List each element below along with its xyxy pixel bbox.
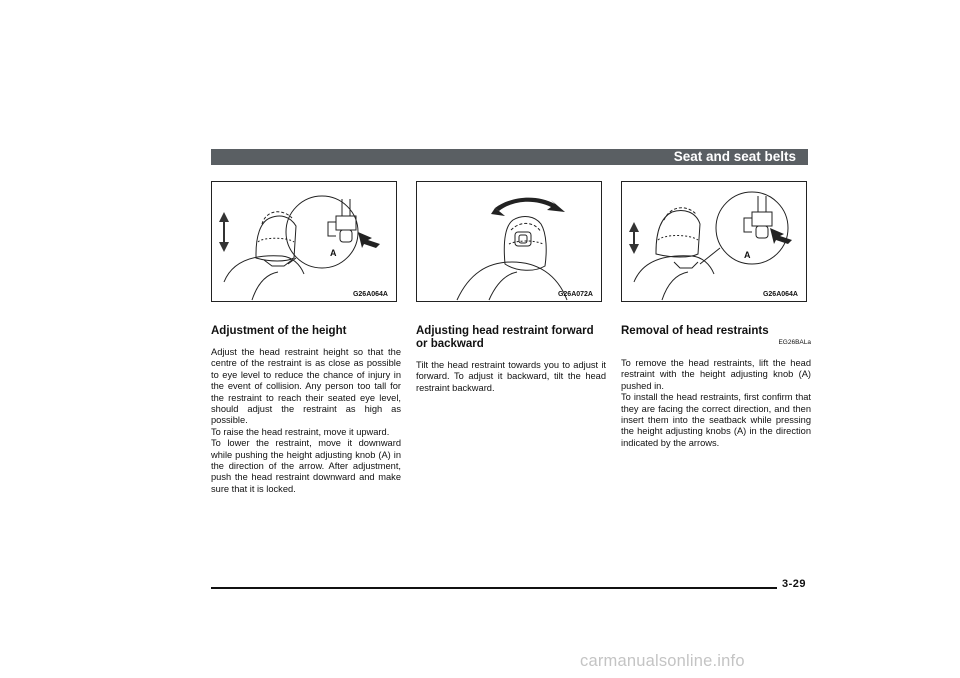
head-restraint-height-illustration (212, 182, 398, 303)
page-number: 3-29 (782, 578, 807, 590)
figure-height-adjustment (211, 181, 397, 302)
head-restraint-tilt-illustration (417, 182, 603, 303)
section-title: Seat and seat belts (673, 149, 796, 164)
figure-code: G26A064A (352, 291, 388, 298)
paragraph: To remove the head restraints, lift the head restraint with the height adjusting knob (A) pushed in. (621, 358, 811, 391)
section-height-adjustment (211, 325, 401, 495)
paragraph: To raise the head restraint, move it upward. (211, 426, 390, 437)
callout-a: A (744, 250, 751, 260)
section-tilt-adjustment (416, 325, 606, 394)
callout-a: A (330, 248, 337, 258)
watermark-text: carmanualsonline.info (580, 652, 745, 670)
section-code: EG26BALa (778, 339, 811, 346)
paragraph: Adjust the head restraint height so that the centre of the restraint is as close as possible to eye level to reduce the chance of injury in the event of collision. Any person too tall for the restraint to reach their seated eye level, should adjust the restraint as high as possible. (211, 347, 401, 426)
section-header-bar (211, 149, 808, 165)
paragraph: To lower the restraint, move it downward while pushing the height adjusting knob (A) in the direction of the arrow. After adjustment, push the head restraint downward and make sure that it is locked. (211, 438, 401, 494)
section-heading: Removal of head restraints (621, 325, 769, 337)
figure-code: G26A064A (762, 291, 798, 298)
paragraph: To install the head restraints, first confirm that they are facing the correct direction, and then insert them into the seatback while pressing the height adjusting knobs (A) in the direction indicated by the arrows. (621, 392, 811, 448)
figure-tilt-adjustment (416, 181, 602, 302)
section-removal (621, 325, 811, 449)
head-restraint-removal-illustration (622, 182, 808, 303)
section-heading: Adjustment of the height (211, 325, 347, 337)
figure-code: G26A072A (557, 291, 593, 298)
paragraph: Tilt the head restraint towards you to adjust it forward. To adjust it backward, tilt the head restraint backward. (416, 360, 606, 393)
footer-rule (211, 587, 777, 589)
section-heading: Adjusting head restraint forward or backward (416, 325, 594, 350)
figure-removal (621, 181, 807, 302)
